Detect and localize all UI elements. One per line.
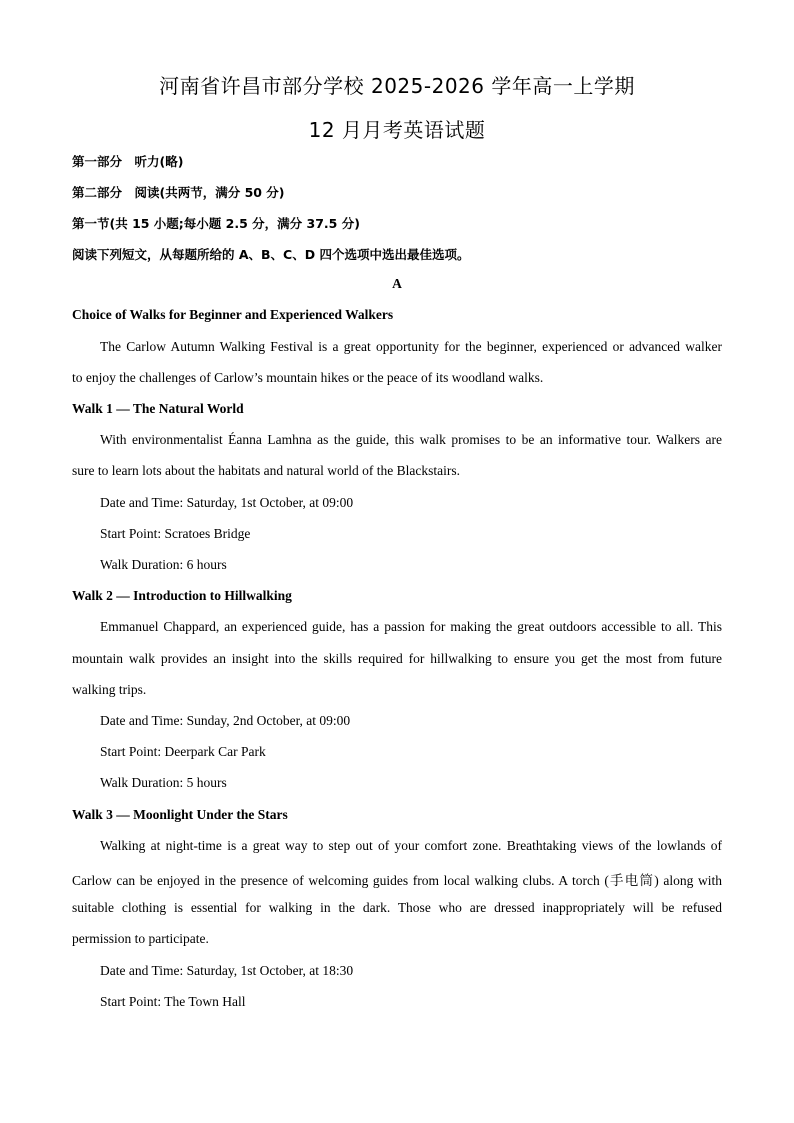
walk-date: Date and Time: Saturday, 1st October, at 18:30 — [100, 963, 354, 978]
part2-heading: 第二部分 阅读(共两节，满分 50 分) — [72, 185, 285, 200]
walk-duration: Walk Duration: 5 hours — [100, 775, 227, 790]
part1-heading: 第一部分 听力(略) — [72, 154, 184, 169]
walk-description-line: suitable clothing is essential for walking in the dark. Those who are dressed inappropriately will be refused — [72, 900, 722, 915]
section1-heading: 第一节(共 15 小题;每小题 2.5 分，满分 37.5 分) — [72, 216, 360, 231]
walk-description-line: sure to learn lots about the habitats and natural world of the Blackstairs. — [72, 463, 461, 478]
walk-description-line: Carlow can be enjoyed in the presence of welcoming guides from local walking clubs. A torch (手电筒) along with — [72, 873, 722, 888]
walk-date: Date and Time: Saturday, 1st October, at 09:00 — [100, 495, 354, 510]
page-title-line1: 河南省许昌市部分学校 2025-2026 学年高一上学期 — [159, 74, 635, 98]
walk-start-point: Start Point: Deerpark Car Park — [100, 744, 266, 759]
walk-duration: Walk Duration: 6 hours — [100, 557, 227, 572]
walk-description-line: With environmentalist Éanna Lamhna as the guide, this walk promises to be an informative tour. Walkers are — [100, 432, 722, 447]
walk-title: Walk 3 — Moonlight Under the Stars — [72, 807, 288, 822]
walk-start-point: Start Point: Scratoes Bridge — [100, 526, 251, 541]
walk-description-line: permission to participate. — [72, 931, 209, 946]
walk-description-line: mountain walk provides an insight into the skills required for hillwalking to ensure you get the most from future — [72, 651, 722, 666]
walk-date: Date and Time: Sunday, 2nd October, at 09:00 — [100, 713, 351, 728]
walk-description-line: Walking at night-time is a great way to step out of your comfort zone. Breathtaking views of the lowlands of — [100, 838, 722, 853]
intro-line: to enjoy the challenges of Carlow’s mountain hikes or the peace of its woodland walks. — [72, 370, 544, 385]
walk-description-line: walking trips. — [72, 682, 147, 697]
instruction-text: 阅读下列短文，从每题所给的 A、B、C、D 四个选项中选出最佳选项。 — [72, 247, 470, 262]
page-title-line2: 12 月月考英语试题 — [308, 118, 486, 142]
walk-title: Walk 1 — The Natural World — [72, 401, 244, 416]
intro-line: The Carlow Autumn Walking Festival is a great opportunity for the beginner, experienced or advanced walker — [100, 339, 722, 354]
passage-label: A — [392, 276, 402, 291]
walk-title: Walk 2 — Introduction to Hillwalking — [72, 588, 292, 603]
walk-description-line: Emmanuel Chappard, an experienced guide, has a passion for making the great outdoors accessible to all. This — [100, 619, 722, 634]
passage-heading: Choice of Walks for Beginner and Experienced Walkers — [72, 307, 394, 322]
walk-start-point: Start Point: The Town Hall — [100, 994, 246, 1009]
